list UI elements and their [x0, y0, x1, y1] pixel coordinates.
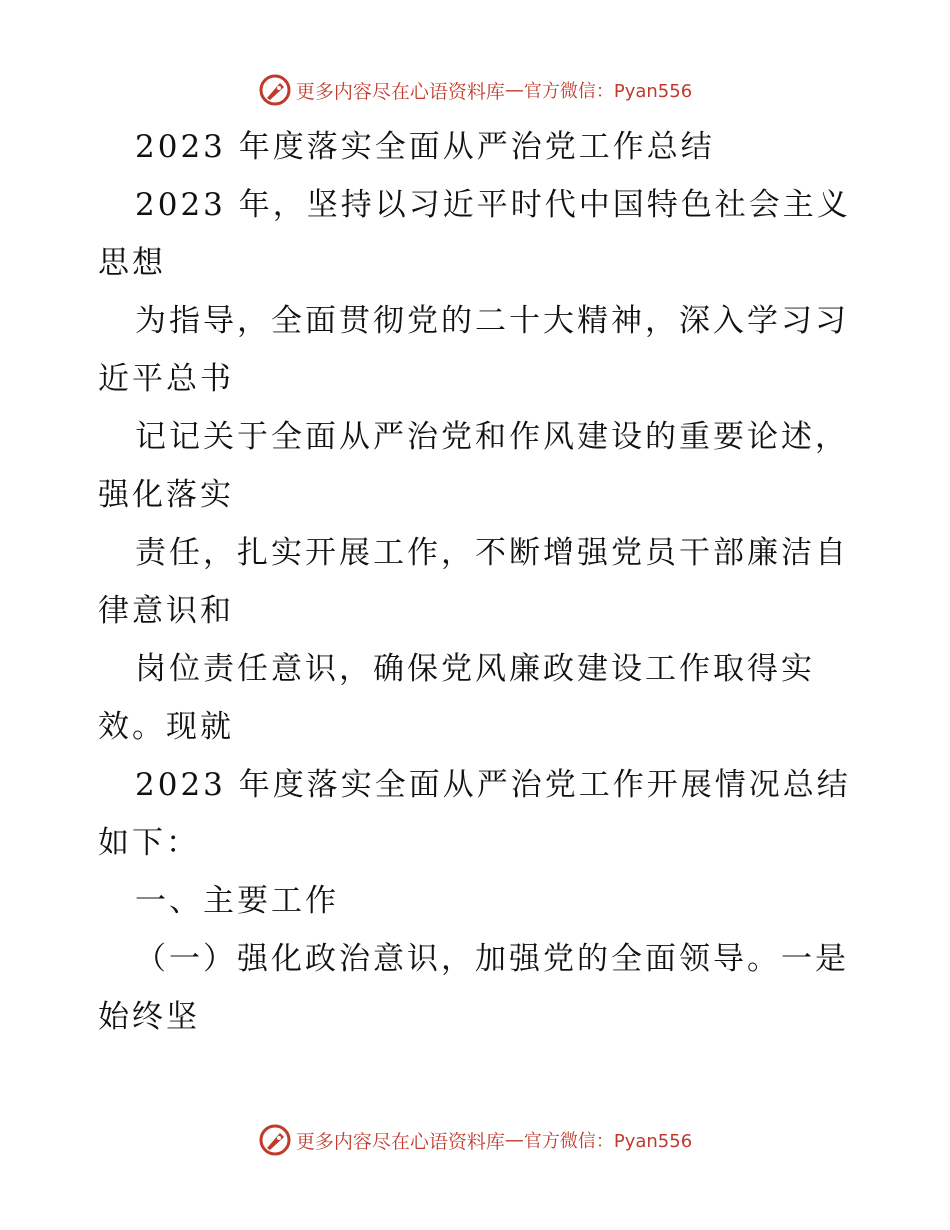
paragraph-line: 始终坚	[98, 999, 200, 1035]
paragraph-line: 思想	[98, 245, 166, 281]
pen-nib-logo-icon	[258, 1123, 292, 1157]
watermark-separator: —	[504, 1129, 524, 1151]
document-title: 2023 年度落实全面从严治党工作总结	[135, 129, 715, 165]
pen-nib-logo-icon	[258, 73, 292, 107]
document-body	[98, 118, 858, 1046]
watermark-text: 更多内容尽在心语资料库	[295, 1130, 505, 1153]
watermark-contact: 官方微信：Pyan556	[523, 81, 693, 102]
footer-watermark	[0, 1122, 950, 1158]
paragraph-line: 如下：	[98, 825, 200, 861]
section-heading: 一、主要工作	[135, 883, 339, 919]
paragraph-line: 2023 年，坚持以习近平时代中国特色社会主义	[135, 187, 851, 223]
watermark-separator: —	[504, 79, 524, 101]
paragraph-line: 责任，扎实开展工作，不断增强党员干部廉洁自	[135, 535, 849, 571]
paragraph-line: 效。现就	[98, 709, 234, 745]
paragraph-line: 律意识和	[98, 593, 234, 629]
watermark-text: 更多内容尽在心语资料库	[295, 80, 505, 103]
subsection-heading: （一）强化政治意识，加强党的全面领导。一是	[135, 941, 849, 977]
watermark-contact: 官方微信：Pyan556	[523, 1131, 693, 1152]
paragraph-line: 2023 年度落实全面从严治党工作开展情况总结	[135, 767, 851, 803]
paragraph-line: 为指导，全面贯彻党的二十大精神，深入学习习	[135, 303, 849, 339]
paragraph-line: 近平总书	[98, 361, 234, 397]
paragraph-line: 强化落实	[98, 477, 234, 513]
paragraph-line: 记记关于全面从严治党和作风建设的重要论述，	[135, 419, 849, 455]
paragraph-line: 岗位责任意识，确保党风廉政建设工作取得实	[135, 651, 815, 687]
header-watermark	[0, 72, 950, 108]
